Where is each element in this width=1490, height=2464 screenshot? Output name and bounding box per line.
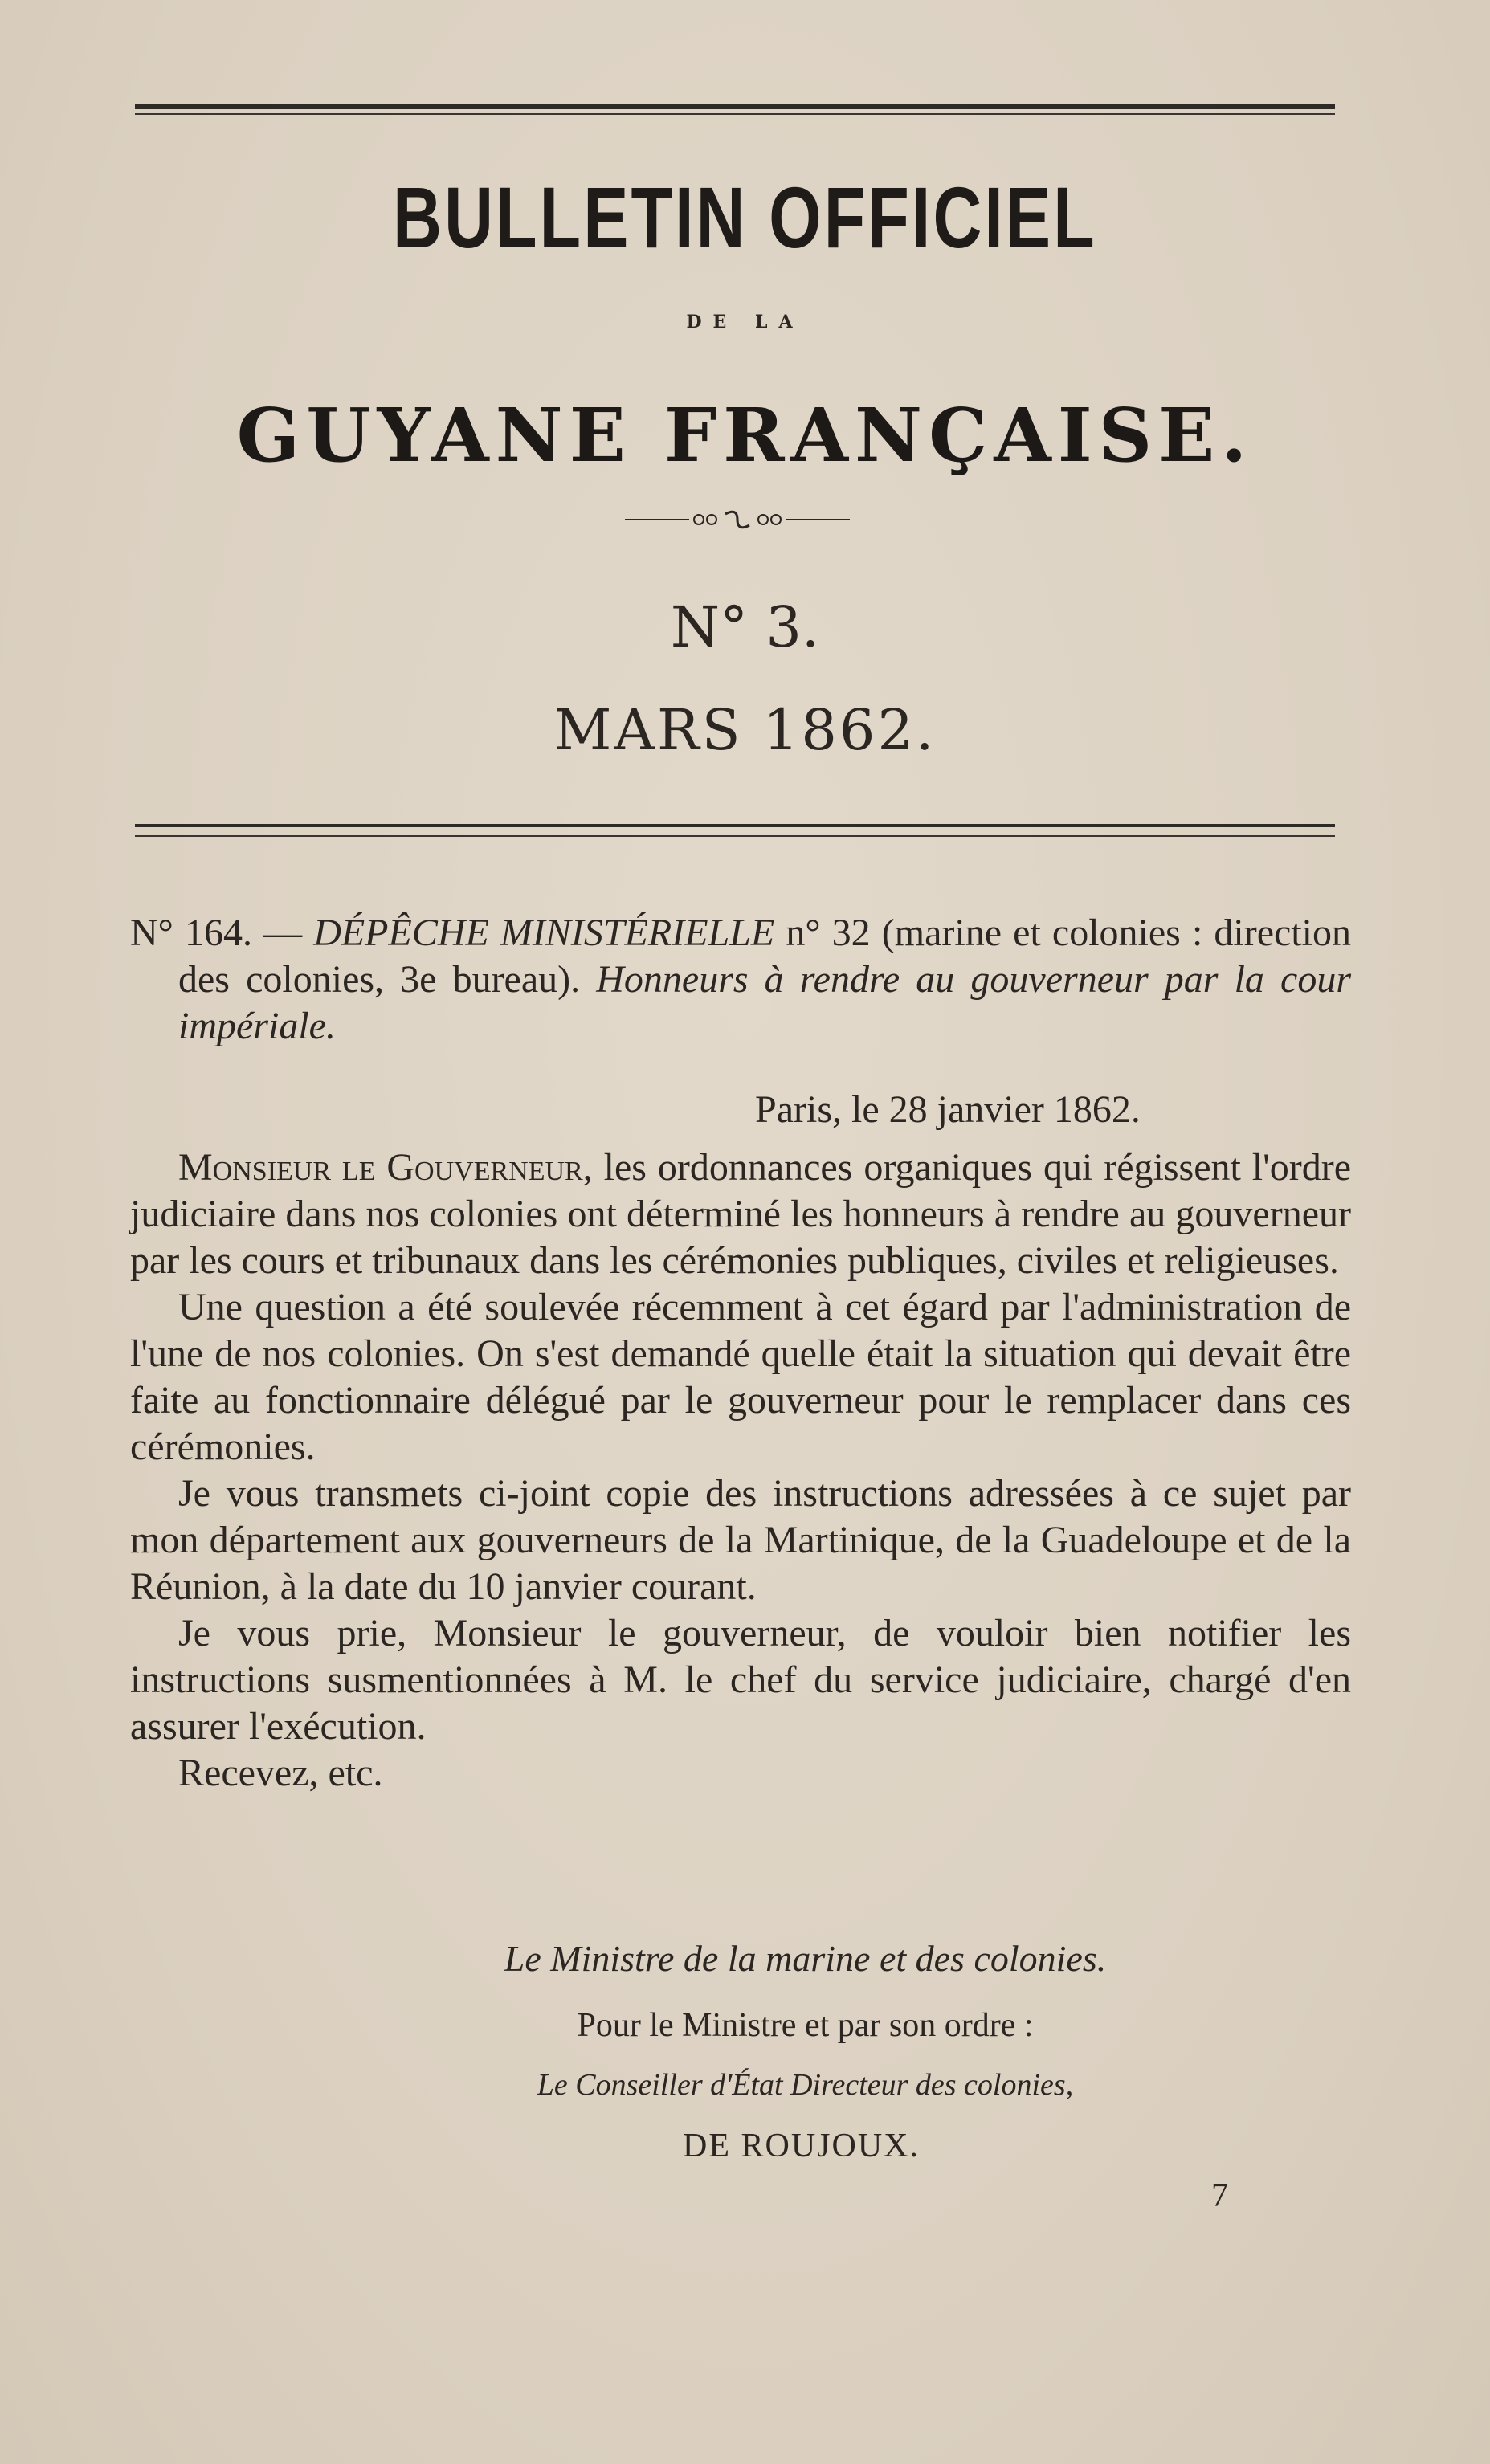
place-date: Paris, le 28 janvier 1862. bbox=[755, 1088, 1141, 1131]
ornament-divider-icon bbox=[625, 508, 850, 532]
article-body bbox=[130, 1144, 1351, 1797]
signature-director: Le Conseiller d'État Directeur des colonies, bbox=[537, 2068, 1074, 2102]
heading-rest: n° 32 (marine et colonies : direction des colonies, 3e bureau). bbox=[178, 912, 1351, 1001]
top-rule-thick bbox=[135, 104, 1335, 109]
territory-title: GUYANE FRANÇAISE. bbox=[236, 392, 1254, 479]
salutation: Monsieur le Gouverneur, bbox=[178, 1146, 593, 1189]
heading-title: DÉPÊCHE MINISTÉRIELLE bbox=[313, 912, 775, 954]
paragraph-4: Je vous prie, Monsieur le gouverneur, de vouloir bien notifier les instructions susmentionnées à M. le chef du service judiciaire, chargé d'en assurer l'exécution. bbox=[130, 1612, 1351, 1748]
heading-subject: Honneurs à rendre au gouverneur par la cour impériale. bbox=[178, 958, 1351, 1047]
signature-name: DE ROUJOUX. bbox=[683, 2127, 920, 2164]
page-number: 7 bbox=[1211, 2177, 1228, 2214]
mid-rule-thick bbox=[135, 824, 1335, 827]
paragraph-5: Recevez, etc. bbox=[178, 1752, 383, 1794]
article-heading bbox=[130, 910, 1351, 1050]
heading-number: N° 164. — bbox=[130, 912, 314, 954]
bulletin-title: BULLETIN OFFICIEL bbox=[393, 169, 1097, 266]
issue-date: MARS 1862. bbox=[553, 697, 937, 763]
top-rule-thin bbox=[135, 113, 1335, 115]
issue-number: N° 3. bbox=[670, 594, 820, 660]
paragraph-1-text: les ordonnances organiques qui régissent l'ordre judiciaire dans nos colonies ont déterminé les honneurs à rendre au gouverneur par les cours et tribunaux dans les cérémonies publiques, civiles et religieuses. bbox=[130, 1146, 1351, 1282]
de-la-text: DE LA bbox=[686, 312, 804, 332]
signature-order: Pour le Ministre et par son ordre : bbox=[577, 2007, 1034, 2044]
paragraph-1 bbox=[130, 1144, 1351, 1284]
paragraph-3: Je vous transmets ci-joint copie des instructions adressées à ce sujet par mon département aux gouverneurs de la Martinique, de la Guadeloupe et de la Réunion, à la date du 10 janvier courant. bbox=[130, 1472, 1351, 1608]
signature-minister: Le Ministre de la marine et des colonies. bbox=[504, 1938, 1107, 1979]
paragraph-2: Une question a été soulevée récemment à cet égard par l'administration de l'une de nos colonies. On s'est demandé quelle était la situation qui devait être faite au fonctionnaire délégué par le gouverneur pour le remplacer dans ces cérémonies. bbox=[130, 1286, 1351, 1468]
mid-rule-thin bbox=[135, 835, 1335, 837]
